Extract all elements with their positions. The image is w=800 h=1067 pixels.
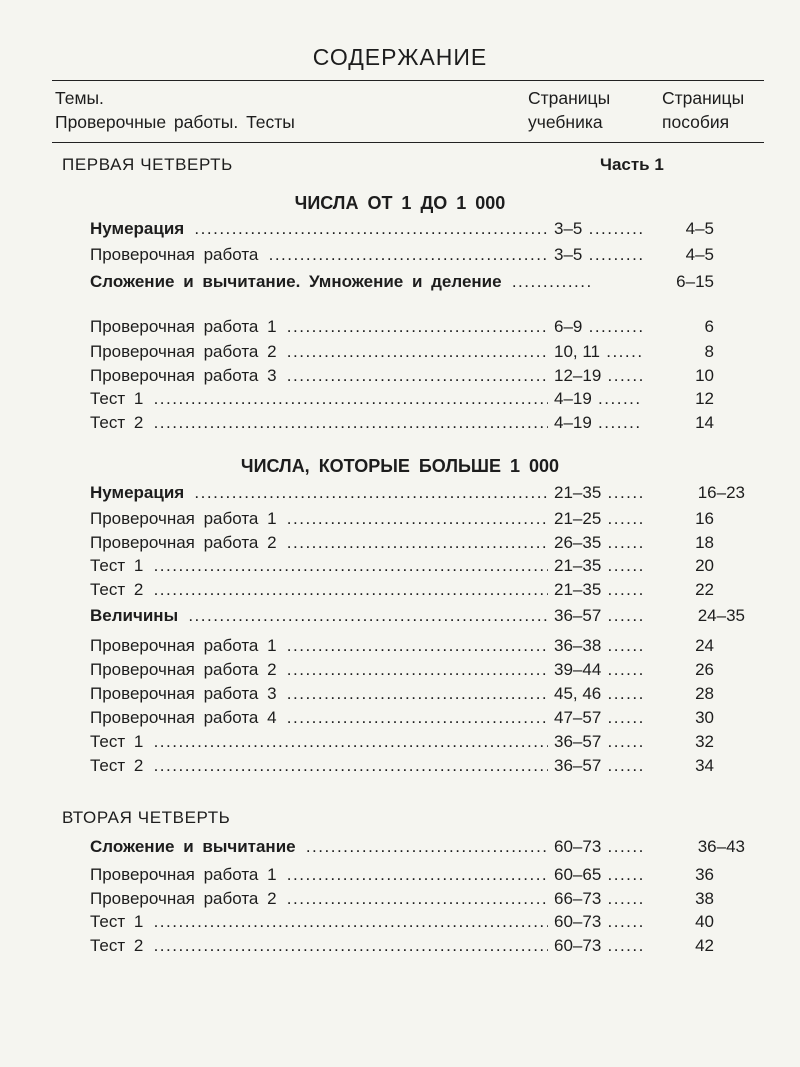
entry-title: Тест 2 ..... (90, 934, 548, 958)
manual-pages: 22 (693, 578, 714, 602)
textbook-pages: 47–57 ..... (552, 706, 642, 730)
entry-title: Тест 1 ..... (90, 730, 548, 754)
toc-entry[interactable] (90, 554, 714, 578)
manual-pages: 4–5 (684, 243, 714, 267)
entry-title: Нумерация ..... (90, 481, 548, 505)
textbook-pages: 21–35 ..... (552, 554, 642, 578)
textbook-pages: 60–73 ..... (552, 910, 642, 934)
manual-pages: 24 (693, 634, 714, 658)
manual-pages: 36 (693, 863, 714, 887)
toc-entry[interactable] (90, 411, 714, 435)
textbook-pages: 21–25 ..... (552, 507, 642, 531)
toc-entry[interactable] (90, 340, 714, 364)
textbook-pages: 66–73 ..... (552, 887, 642, 911)
manual-pages: 38 (693, 887, 714, 911)
quarter-heading: ПЕРВАЯ ЧЕТВЕРТЬ (62, 155, 233, 174)
toc-entry[interactable] (90, 887, 714, 911)
header-textbook-pages (528, 86, 610, 134)
header-textbook-line2: учебника (528, 112, 603, 132)
toc-entry[interactable] (90, 863, 714, 887)
entry-title: Нумерация ..... (90, 217, 548, 241)
toc-entry[interactable] (90, 531, 714, 555)
manual-pages: 16 (693, 507, 714, 531)
entry-title: Тест 1 ..... (90, 554, 548, 578)
quarter-heading: ВТОРАЯ ЧЕТВЕРТЬ (62, 808, 231, 827)
textbook-pages: 4–19 ..... (552, 387, 642, 411)
toc-entry[interactable] (90, 658, 714, 682)
textbook-pages: 3–5 ..... (552, 243, 642, 267)
textbook-pages: 6–9 ..... (552, 315, 642, 339)
textbook-pages: 21–35 ..... (552, 481, 642, 505)
textbook-pages: 4–19 ..... (552, 411, 642, 435)
header-manual-pages (662, 86, 744, 134)
manual-pages: 32 (693, 730, 714, 754)
toc-entry[interactable] (90, 706, 714, 730)
entry-title: Проверочная работа 3 ..... (90, 682, 548, 706)
textbook-pages: 36–38 ..... (552, 634, 642, 658)
header-topics (55, 86, 295, 134)
manual-pages: 24–35 (696, 604, 745, 628)
header-manual-line1: Страницы (662, 88, 745, 108)
entry-title: Тест 2 ..... (90, 578, 548, 602)
manual-pages: 26 (693, 658, 714, 682)
textbook-pages: 60–73 ..... (552, 835, 642, 859)
entry-title: Проверочная работа 1 ..... (90, 863, 548, 887)
toc-entry[interactable] (90, 507, 714, 531)
toc-entry[interactable] (90, 934, 714, 958)
entry-title: Сложение и вычитание. Умножение и деление ..... (90, 270, 590, 294)
entry-title: Проверочная работа 2 ..... (90, 658, 548, 682)
entry-title: Сложение и вычитание ..... (90, 835, 548, 859)
manual-pages: 34 (693, 754, 714, 778)
entry-title: Тест 2 ..... (90, 754, 548, 778)
textbook-pages: 36–57 ..... (552, 730, 642, 754)
entry-title: Тест 1 ..... (90, 910, 548, 934)
section-title: ЧИСЛА, КОТОРЫЕ БОЛЬШЕ 1 000 (240, 456, 560, 476)
manual-pages: 6–15 (674, 270, 714, 294)
manual-pages: 10 (693, 364, 714, 388)
toc-entry[interactable] (90, 604, 745, 628)
entry-title: Тест 1 ..... (90, 387, 548, 411)
textbook-pages: 36–57 ..... (552, 754, 642, 778)
entry-title: Проверочная работа ..... (90, 243, 548, 267)
entry-title: Проверочная работа 2 ..... (90, 887, 548, 911)
toc-entry[interactable] (90, 634, 714, 658)
textbook-pages: 45, 46 ..... (552, 682, 642, 706)
toc-entry[interactable] (90, 754, 714, 778)
manual-pages: 16–23 (696, 481, 745, 505)
toc-entry[interactable] (90, 364, 714, 388)
textbook-pages: 36–57 ..... (552, 604, 642, 628)
toc-entry[interactable] (90, 730, 714, 754)
entry-title: Проверочная работа 1 ..... (90, 507, 548, 531)
textbook-pages: 12–19 ..... (552, 364, 642, 388)
manual-pages: 28 (693, 682, 714, 706)
textbook-pages: 10, 11 ..... (552, 340, 642, 364)
toc-entry[interactable] (90, 578, 714, 602)
textbook-pages: 60–65 ..... (552, 863, 642, 887)
manual-pages: 42 (693, 934, 714, 958)
header-topics-line2: Проверочные работы. Тесты (55, 112, 295, 132)
section-title: ЧИСЛА ОТ 1 ДО 1 000 (294, 193, 506, 213)
manual-pages: 4–5 (684, 217, 714, 241)
toc-entry[interactable] (90, 910, 714, 934)
header-topics-line1: Темы. (55, 88, 104, 108)
toc-entry[interactable] (90, 682, 714, 706)
manual-pages: 40 (693, 910, 714, 934)
header-manual-line2: пособия (662, 112, 730, 132)
manual-pages: 8 (703, 340, 714, 364)
toc-entry[interactable] (90, 387, 714, 411)
manual-pages: 30 (693, 706, 714, 730)
entry-title: Тест 2 ..... (90, 411, 548, 435)
part-label: Часть 1 (600, 155, 664, 174)
header-rule-top (52, 80, 764, 81)
toc-entry[interactable] (90, 481, 745, 505)
entry-title: Проверочная работа 2 ..... (90, 531, 548, 555)
toc-entry[interactable] (90, 315, 714, 339)
entry-title: Величины ..... (90, 604, 548, 628)
toc-entry[interactable] (90, 270, 714, 294)
textbook-pages: 21–35 ..... (552, 578, 642, 602)
manual-pages: 20 (693, 554, 714, 578)
toc-entry[interactable] (90, 243, 714, 267)
manual-pages: 14 (693, 411, 714, 435)
textbook-pages: 26–35 ..... (552, 531, 642, 555)
entry-title: Проверочная работа 3 ..... (90, 364, 548, 388)
header-rule-bottom (52, 142, 764, 143)
manual-pages: 6 (703, 315, 714, 339)
toc-entry[interactable] (90, 217, 714, 241)
toc-entry[interactable] (90, 835, 745, 859)
textbook-pages: 39–44 ..... (552, 658, 642, 682)
entry-title: Проверочная работа 4 ..... (90, 706, 548, 730)
textbook-pages: 3–5 ..... (552, 217, 642, 241)
page-title: СОДЕРЖАНИЕ (312, 44, 488, 70)
header-textbook-line1: Страницы (528, 88, 611, 108)
textbook-pages: 60–73 ..... (552, 934, 642, 958)
manual-pages: 36–43 (696, 835, 745, 859)
entry-title: Проверочная работа 1 ..... (90, 315, 548, 339)
entry-title: Проверочная работа 2 ..... (90, 340, 548, 364)
manual-pages: 12 (693, 387, 714, 411)
manual-pages: 18 (693, 531, 714, 555)
entry-title: Проверочная работа 1 ..... (90, 634, 548, 658)
